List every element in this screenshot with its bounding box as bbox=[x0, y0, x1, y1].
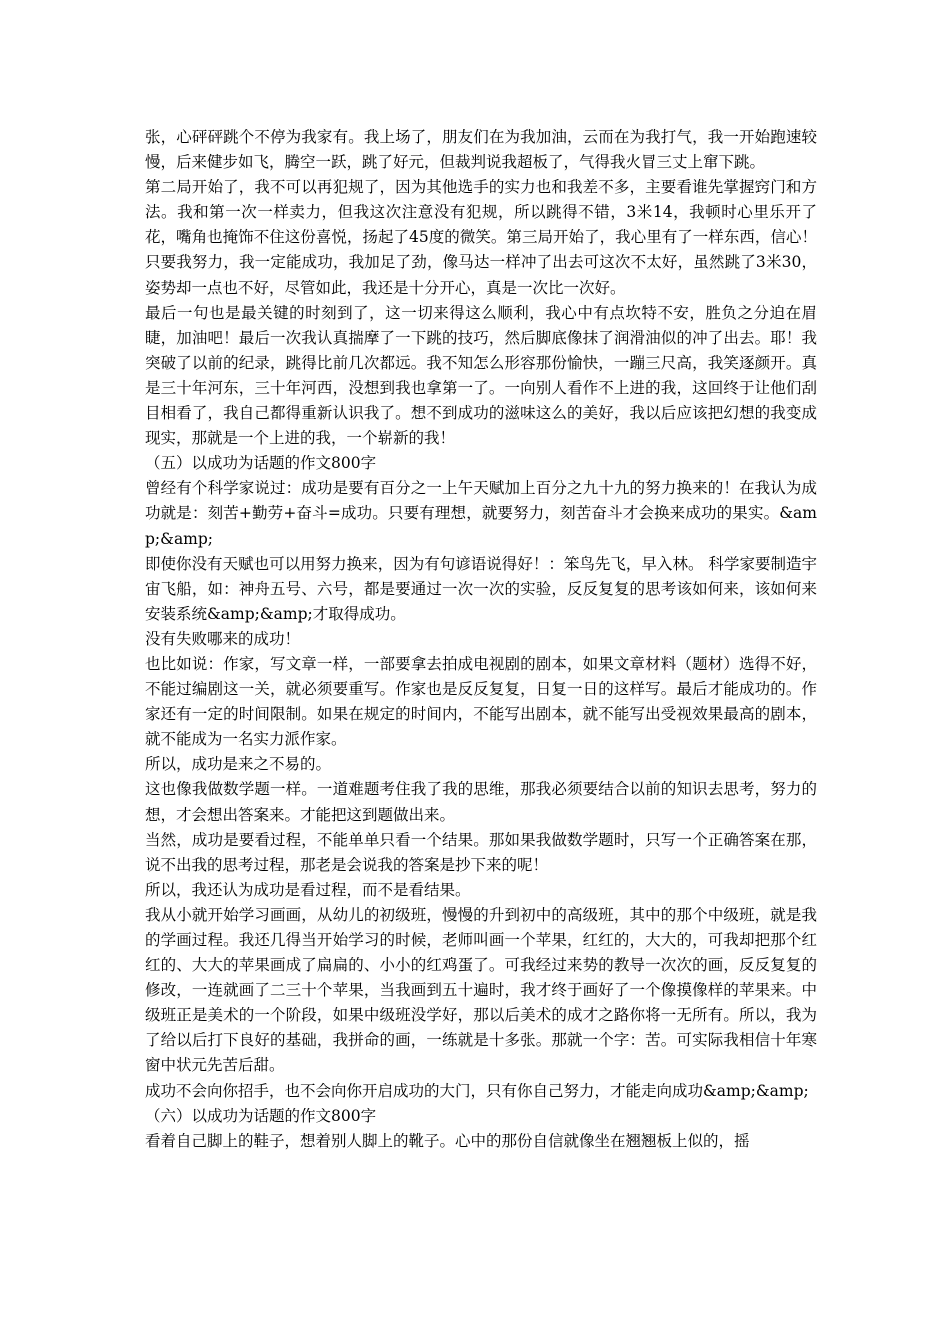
paragraph-effort-spaceship: 即使你没有天赋也可以用努力换来，因为有句谚语说得好！：笨鸟先飞，早入林。 科学家要制造宇宙飞船，如：神舟五号、六号，都是要通过一次一次的实验，反反复复的思考该如何来，该如何来安装系统&amp;&amp;才取得成功。 bbox=[145, 554, 817, 623]
essay-heading-five: （五）以成功为话题的作文800字 bbox=[145, 454, 377, 473]
paragraph-math-problem: 这也像我做数学题一样。一道难题考住我了我的思维，那我必须要结合以前的知识去思考，努力的想，才会想出答案来。才能把这到题做出来。 bbox=[145, 780, 817, 824]
paragraph-shoes-and-boots: 看着自己脚上的鞋子，想着别人脚上的靴子。心中的那份自信就像坐在翘翘板上似的，摇 bbox=[145, 1131, 750, 1150]
paragraph-success-not-easy: 所以，成功是来之不易的。 bbox=[145, 755, 332, 774]
paragraph-final-jump: 最后一句也是最关键的时刻到了，这一切来得这么顺利，我心中有点坎特不安，胜负之分迫在眉睫，加油吧！最后一次我认真揣摩了一下跳的技巧，然后脚底像抹了润滑油似的冲了出去。耶！我突破了以前的纪录，跳得比前几次都远。我不知怎么形容那份愉快，一蹦三尺高，我笑逐颜开。真是三十年河东，三十年河西，没想到我也拿第一了。一向别人看作不上进的我，这回终于让他们刮目相看了，我自己都得重新认识我了。想不到成功的滋味这么的美好，我以后应该把幻想的我变成现实，那就是一个上进的我，一个崭新的我！ bbox=[145, 303, 817, 448]
document-body bbox=[145, 125, 817, 1154]
paragraph-long-jump-first-round: 张，心砰砰跳个不停为我家有。我上场了，朋友们在为我加油，云而在为我打气，我一开始跑速较慢，后来健步如飞，腾空一跃，跳了好元，但裁判说我超板了，气得我火冒三丈上窜下跳。 bbox=[145, 128, 817, 172]
paragraph-scientist-quote: 曾经有个科学家说过：成功是要有百分之一上午天赋加上百分之九十九的努力换来的！在我认为成功就是：刻苦+勤劳+奋斗=成功。只要有理想，就要努力，刻苦奋斗才会换来成功的果实。&amp;&amp; bbox=[145, 479, 817, 548]
paragraph-writer-example: 也比如说：作家，写文章一样，一部要拿去拍成电视剧的剧本，如果文章材料（题材）选得不好，不能过编剧这一关，就必须要重写。作家也是反反复复，日复一日的这样写。最后才能成功的。作家还有一定的时间限制。如果在规定的时间内，不能写出剧本，就不能写出受视效果最高的剧本，就不能成为一名实力派作家。 bbox=[145, 654, 817, 749]
paragraph-process-conclusion: 所以，我还认为成功是看过程，而不是看结果。 bbox=[145, 880, 471, 899]
paragraph-process-matters: 当然，成功是要看过程，不能单单只看一个结果。那如果我做数学题时，只写一个正确答案在那，说不出我的思考过程，那老是会说我的答案是抄下来的呢！ bbox=[145, 830, 817, 874]
paragraph-success-effort: 成功不会向你招手，也不会向你开启成功的大门，只有你自己努力，才能走向成功&amp;&amp; bbox=[145, 1081, 809, 1100]
paragraph-learning-drawing: 我从小就开始学习画画，从幼儿的初级班，慢慢的升到初中的高级班，其中的那个中级班，就是我的学画过程。我还几得当开始学习的时候，老师叫画一个苹果，红红的，大大的，可我却把那个红红的、大大的苹果画成了扁扁的、小小的红鸡蛋了。可我经过来势的教导一次次的画，反反复复的修改，一连就画了二三十个苹果，当我画到五十遍时，我才终于画好了一个像摸像样的苹果来。中级班正是美术的一个阶段，如果中级班没学好，那以后美术的成才之路你将一无所有。所以，我为了给以后打下良好的基础，我拼命的画，一练就是十多张。那就一个字：苦。可实际我相信十年寒窗中状元先苦后甜。 bbox=[145, 905, 817, 1075]
essay-heading-six: （六）以成功为话题的作文800字 bbox=[145, 1106, 377, 1125]
paragraph-no-failure: 没有失败哪来的成功！ bbox=[145, 629, 301, 648]
paragraph-second-round: 第二局开始了，我不可以再犯规了，因为其他选手的实力也和我差不多，主要看谁先掌握窍门和方法。我和第一次一样卖力，但我这次注意没有犯规，所以跳得不错，3米14，我顿时心里乐开了花，嘴角也掩饰不住这份喜悦，扬起了45度的微笑。第三局开始了，我心里有了一样东西，信心！只要我努力，我一定能成功，我加足了劲，像马达一样冲了出去可这次不太好，虽然跳了3米30，姿势却一点也不好，尽管如此，我还是十分开心，真是一次比一次好。 bbox=[145, 178, 817, 297]
